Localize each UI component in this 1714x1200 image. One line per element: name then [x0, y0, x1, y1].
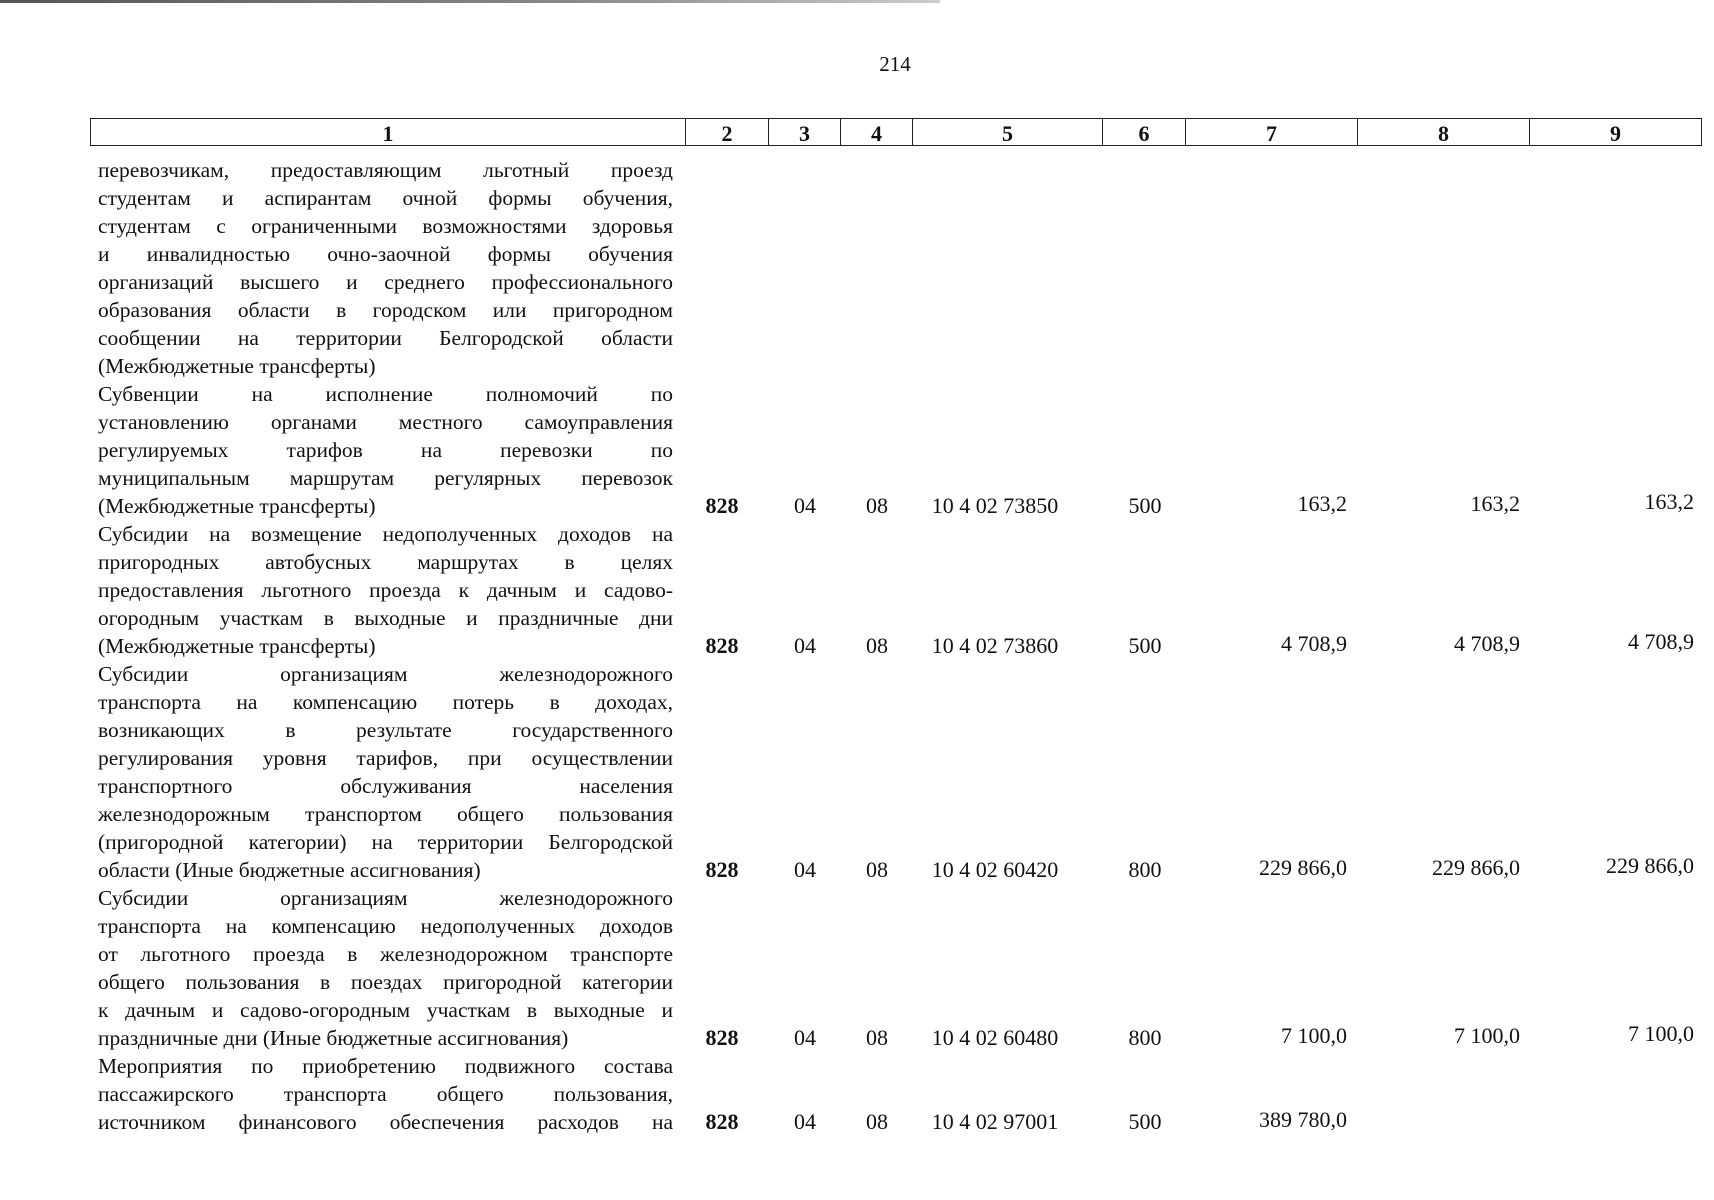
cell-expense-type: 500 — [1128, 633, 1162, 658]
desc-line: и инвалидностью очно-заочной формы обучения — [98, 242, 673, 266]
desc-line: Мероприятия по приобретению подвижного состава — [98, 1054, 673, 1078]
cell-ministry: 828 — [705, 1025, 739, 1050]
row-description — [98, 660, 673, 884]
desc-line: праздничные дни (Иные бюджетные ассигнования) — [98, 1026, 569, 1050]
cell-target-article: 10 4 02 60480 — [931, 1025, 1059, 1050]
row-description — [98, 520, 673, 660]
desc-line: муниципальным маршрутам регулярных перевозок — [98, 466, 673, 490]
header-col-5: 5 — [913, 118, 1103, 146]
desc-line: транспортного обслуживания населения — [98, 774, 673, 798]
header-col-3: 3 — [769, 118, 841, 146]
cell-expense-type: 800 — [1128, 1025, 1162, 1050]
cell-subsection: 08 — [866, 493, 888, 518]
desc-line: Субсидии организациям железнодорожного — [98, 886, 673, 910]
desc-line: образования области в городском или пригородном — [98, 298, 673, 322]
desc-line: установлению органами местного самоуправления — [98, 410, 673, 434]
desc-line: транспорта на компенсацию потерь в доходах, — [98, 690, 673, 714]
cell-amount-col9: 4 708,9 — [1628, 629, 1694, 654]
desc-line: сообщении на территории Белгородской области — [98, 326, 673, 350]
cell-amount-col8: 4 708,9 — [1454, 631, 1520, 656]
desc-line: пассажирского транспорта общего пользования, — [98, 1082, 673, 1106]
cell-section: 04 — [794, 1109, 816, 1134]
desc-line: (Межбюджетные трансферты) — [98, 634, 376, 658]
desc-line: (пригородной категории) на территории Белгородской — [98, 830, 673, 854]
cell-section: 04 — [794, 633, 816, 658]
scan-top-edge — [0, 0, 940, 3]
desc-line: огородным участкам в выходные и праздничные дни — [98, 606, 673, 630]
cell-amount-col7: 163,2 — [1297, 491, 1347, 516]
cell-subsection: 08 — [866, 1025, 888, 1050]
cell-ministry: 828 — [705, 857, 739, 882]
row-description — [98, 884, 673, 1052]
cell-expense-type: 500 — [1128, 1109, 1162, 1134]
header-col-8: 8 — [1358, 118, 1530, 146]
desc-line: общего пользования в поездах пригородной категории — [98, 970, 673, 994]
cell-section: 04 — [794, 857, 816, 882]
desc-line: студентам с ограниченными возможностями здоровья — [98, 214, 673, 238]
cell-amount-col8: 7 100,0 — [1454, 1023, 1520, 1048]
cell-amount-col9: 7 100,0 — [1628, 1021, 1694, 1046]
header-col-9: 9 — [1530, 118, 1702, 146]
header-col-7: 7 — [1186, 118, 1358, 146]
header-col-2: 2 — [686, 118, 769, 146]
desc-line: к дачным и садово-огородным участкам в выходные и — [98, 998, 673, 1022]
desc-line: источником финансового обеспечения расходов на — [98, 1110, 673, 1134]
desc-line: (Межбюджетные трансферты) — [98, 354, 376, 378]
cell-ministry: 828 — [705, 1109, 739, 1134]
desc-line: Субвенции на исполнение полномочий по — [98, 382, 673, 406]
desc-line: возникающих в результате государственного — [98, 718, 673, 742]
cell-target-article: 10 4 02 60420 — [931, 857, 1059, 882]
desc-line: Субсидии на возмещение недополученных доходов на — [98, 522, 673, 546]
desc-line: студентам и аспирантам очной формы обучения, — [98, 186, 673, 210]
page-number: 214 — [879, 52, 911, 76]
cell-subsection: 08 — [866, 857, 888, 882]
cell-ministry: 828 — [705, 633, 739, 658]
desc-line: перевозчикам, предоставляющим льготный проезд — [98, 158, 673, 182]
desc-line: (Межбюджетные трансферты) — [98, 494, 376, 518]
cell-target-article: 10 4 02 97001 — [931, 1109, 1059, 1134]
desc-line: от льготного проезда в железнодорожном транспорте — [98, 942, 673, 966]
cell-target-article: 10 4 02 73860 — [931, 633, 1059, 658]
cell-expense-type: 800 — [1128, 857, 1162, 882]
desc-line: Субсидии организациям железнодорожного — [98, 662, 673, 686]
cell-amount-col7: 229 866,0 — [1259, 855, 1347, 880]
header-col-1: 1 — [90, 118, 686, 146]
cell-subsection: 08 — [866, 633, 888, 658]
cell-subsection: 08 — [866, 1109, 888, 1134]
cell-amount-col8: 163,2 — [1470, 491, 1520, 516]
header-col-6: 6 — [1103, 118, 1186, 146]
cell-target-article: 10 4 02 73850 — [931, 493, 1059, 518]
desc-line: организаций высшего и среднего профессионального — [98, 270, 673, 294]
cell-amount-col7: 389 780,0 — [1259, 1107, 1347, 1132]
cell-amount-col9: 163,2 — [1644, 489, 1694, 514]
desc-line: регулируемых тарифов на перевозки по — [98, 438, 673, 462]
cell-amount-col7: 4 708,9 — [1281, 631, 1347, 656]
desc-line: транспорта на компенсацию недополученных доходов — [98, 914, 673, 938]
cell-amount-col8: 229 866,0 — [1432, 855, 1520, 880]
cell-expense-type: 500 — [1128, 493, 1162, 518]
row-description — [98, 1052, 673, 1136]
row-description — [98, 380, 673, 520]
desc-line: регулирования уровня тарифов, при осуществлении — [98, 746, 673, 770]
header-col-4: 4 — [841, 118, 913, 146]
desc-line: железнодорожным транспортом общего пользования — [98, 802, 673, 826]
cell-amount-col7: 7 100,0 — [1281, 1023, 1347, 1048]
cell-amount-col9: 229 866,0 — [1606, 853, 1694, 878]
desc-line: пригородных автобусных маршрутах в целях — [98, 550, 673, 574]
desc-line: области (Иные бюджетные ассигнования) — [98, 858, 481, 882]
cell-section: 04 — [794, 493, 816, 518]
desc-line: предоставления льготного проезда к дачным и садово- — [98, 578, 673, 602]
cell-section: 04 — [794, 1025, 816, 1050]
row-description — [98, 156, 673, 380]
cell-ministry: 828 — [705, 493, 739, 518]
